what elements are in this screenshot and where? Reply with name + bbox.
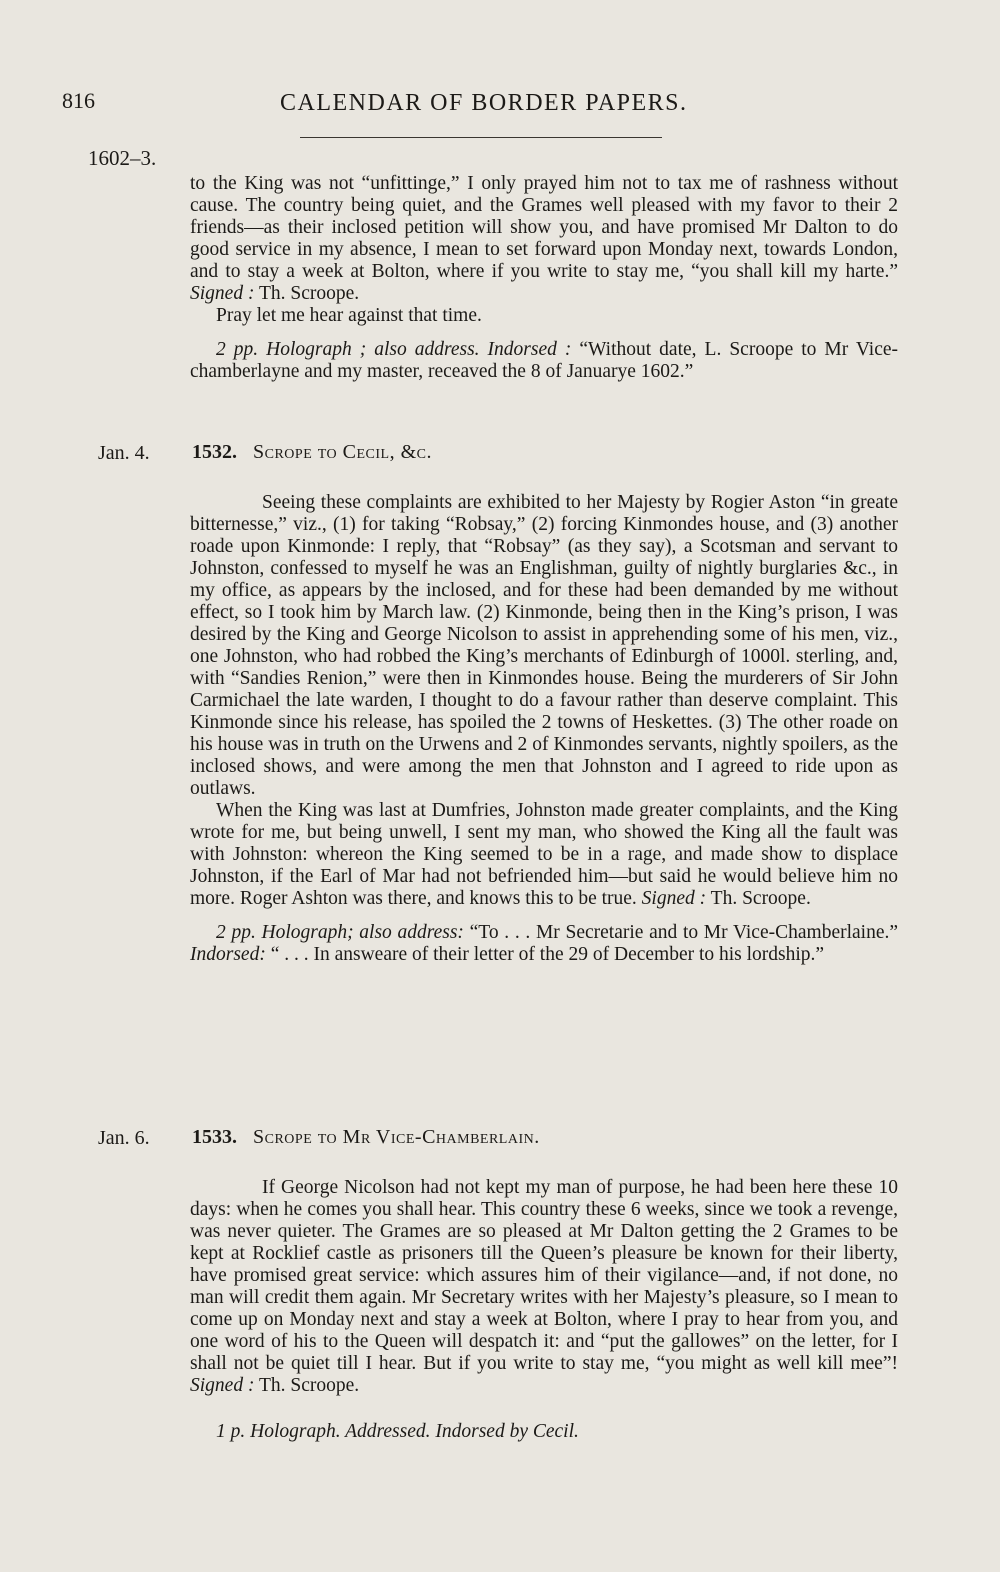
header-rule (300, 137, 662, 138)
calendar-note: 2 pp. Holograph ; also address. Indorsed : “Without date, L. Scroope to Mr Vice-chamberlayne and my master, receaved the 8 of Januarye 1602.” (190, 339, 899, 382)
entry-number: 1532. (192, 441, 237, 463)
running-title: CALENDAR OF BORDER PAPERS. (280, 90, 688, 116)
entry-number: 1533. (192, 1126, 237, 1148)
paragraph: to the King was not “unfittinge,” I only prayed him not to tax me of rashness without cause. The country being quiet, and the Grames well pleased with my favor to their 2 friends—as their inclosed petition will show you, and have promised Mr Dalton to do good service in my absence, I mean to set forward upon Monday next, towards London, and to stay a week at Bolton, where if you write to stay me, “you shall kill my harte.” Signed : Th. Scroope. (190, 173, 898, 304)
paragraph: Pray let me hear against that time. (216, 305, 482, 326)
entry-date: Jan. 4. (98, 442, 150, 464)
entry-body (190, 1177, 898, 1443)
year-heading: 1602–3. (88, 146, 157, 170)
paragraph: If George Nicolson had not kept my man of purpose, he had been here these 10 days: when he comes you shall hear. This country these 6 weeks, since we took a revenge, was never quieter. The Grames are so pleased at Mr Dalton getting the 2 Grames to be kept at Rocklief castle as prisoners till the Queen’s pleasure be known for their liberty, have promised great service: which assures him of their vigilance—and, if not done, no man will credit them again. Mr Secretary writes with her Majesty’s pleasure, so I mean to come up on Monday next and stay a week at Bolton, where I pray to hear from you, and one word of his to the Queen will despatch it: and “put the gallowes” on the letter, for I shall not be quiet till I hear. But if you write to stay me, “you might as well kill mee”! Signed : Th. Scroope. (190, 1177, 898, 1396)
entry-heading (192, 1126, 540, 1149)
paragraph: When the King was last at Dumfries, Johnston made greater complaints, and the King wrote for me, but being unwell, I sent my man, who showed the King all the fault was with Johnston: whereon the King seemed to be in a rage, and made show to displace Johnston, if the Earl of Mar had not befriended him—but said he would believe him no more. Roger Ashton was there, and knows this to be true. Signed : Th. Scroope. (190, 800, 898, 909)
entry-body (190, 492, 898, 966)
entry-heading (192, 441, 432, 464)
entry-date: Jan. 6. (98, 1127, 150, 1149)
entry-title: Scrope to Mr Vice-Chamberlain. (253, 1126, 540, 1148)
entry-title: Scrope to Cecil, &c. (253, 441, 432, 463)
paragraph: Seeing these complaints are exhibited to her Majesty by Rogier Aston “in greate bitternesse,” viz., (1) for taking “Robsay,” (2) forcing Kinmondes house, and (3) another roade upon Kinmonde: I reply, that “Robsay” (as they say), a Scotsman and servant to Johnston, confessed to myself he was an Englishman, guilty of nightly burglaries &c., in my office, as appears by the inclosed, and for these had been demanded by me without effect, so I took him by March law. (2) Kinmonde, being then in the King’s prison, I was desired by the King and George Nicolson to assist in apprehending some of his men, viz., one Johnston, who had robbed the King’s merchants of Edinburgh of 1000l. sterling, and, with “Sandies Renion,” were then in Kinmondes house. Being the murderers of Sir John Carmichael the late warden, I thought to do a favour rather than deserve complaint. This Kinmonde since his release, has spoiled the 2 towns of Heskettes. (3) The other roade on his house was in truth on the Urwens and 2 of Kinmondes servants, nightly spoilers, as the inclosed shows, and were among the men that Johnston and I agreed to ride upon as outlaws. (190, 492, 898, 799)
continuation-block (190, 173, 898, 383)
calendar-note: 2 pp. Holograph; also address: “To . . . Mr Secretarie and to Mr Vice-Chamberlaine.” Indorsed: “ . . . In answeare of their letter of the 29 of December to his lordship.” (190, 922, 899, 965)
calendar-note: 1 p. Holograph. Addressed. Indorsed by Cecil. (216, 1421, 579, 1442)
page-number: 816 (62, 88, 95, 113)
